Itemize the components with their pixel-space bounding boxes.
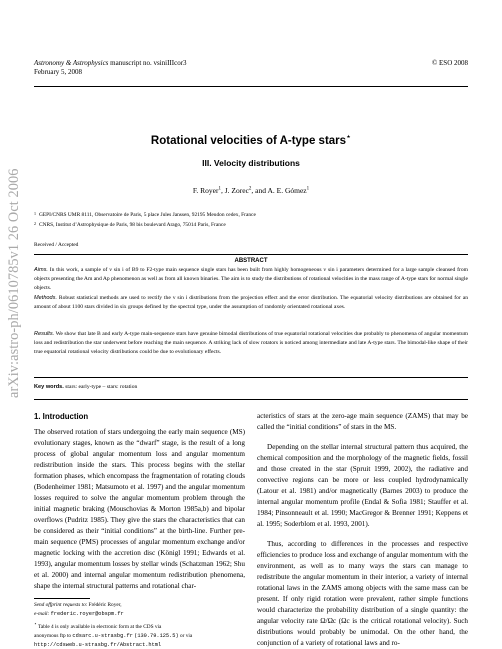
ftp-ip: (130.79.125.5) bbox=[134, 632, 179, 639]
table-note-text-1: Table 4 is only available in electronic form at the CDS via bbox=[38, 623, 162, 630]
author-sep-2: , and bbox=[251, 186, 268, 195]
abstract-methods bbox=[34, 294, 468, 312]
introduction-left-column bbox=[34, 427, 245, 592]
email-label: e-mail: bbox=[34, 611, 50, 617]
table-note-ftp bbox=[34, 632, 245, 641]
table-note-text-3: or via bbox=[179, 632, 193, 639]
arxiv-identifier: arXiv:astro-ph/0610785v1 26 Oct 2006 bbox=[6, 168, 22, 398]
results-label: Results. bbox=[34, 331, 55, 337]
received-accepted: Received / Accepted bbox=[34, 242, 79, 248]
section-heading-introduction: 1. Introduction bbox=[34, 412, 89, 421]
author-1-affil: 1 bbox=[218, 186, 222, 192]
intro-paragraph-3: Thus, according to differences in the processes and respective efficiencies to produce loss and exchange of angular momentum with the environment, as well as to many ways the stars can manage to redistribute the angular momentum in their interior, a variety of internal rotational laws in the ZAMS among objects with the same mass can be present. If only rigid rotation were prevalent, rather simple functions would characterize the probability distribution of a single quantity: the angular velocity rate Ω/Ωc (Ωc is the critical rotational velocity). Such distributions would probably be unimodal. On the other hand, the conjunction of a variety of rotational laws and ro- bbox=[257, 540, 468, 647]
abstract-heading: ABSTRACT bbox=[234, 258, 268, 264]
table-note bbox=[34, 619, 245, 632]
cds-url-link[interactable]: http://cdsweb.u-strasbg.fr/Abstract.html bbox=[34, 641, 162, 648]
offprint-name: : Frédéric Royer, bbox=[85, 602, 122, 608]
email-line bbox=[34, 610, 245, 619]
intro-paragraph-1: The observed rotation of stars undergoing the early main sequence (MS) evolutionary stages, known as the “dwarf” stage, is the result of a long process of global angular momentum loss and angular momentum redistribution inside the stars. This process begins with the stellar formation phases, which encompass the fragmentation of rotating clouds (Bodenheimer 1981; Matsumoto et al. 1997) and the angular momentum losses required to solve the angular momentum problem through the initial magnetic braking (Mouschovias & Morton 1985a,b) and bipolar overflows (Pudritz 1985). They give the stars the characteristics that can be considered as their “initial conditions” at the birth-line. Further pre-main sequence (PMS) processes of angular momentum exchange and/or magnetic locking with the accretion disc (Königl 1991; Edwards et al. 1993), angular momentum losses by stellar winds (Schatzman 1962; Shu et al. 2000) and internal angular momentum redistribution phenomena, shape the internal structural patterns and rotational char- bbox=[34, 428, 245, 590]
paper-title bbox=[34, 132, 468, 147]
affiliation-2 bbox=[34, 222, 226, 228]
abstract-aims bbox=[34, 266, 468, 293]
email-link[interactable]: frederic.royer@obspm.fr bbox=[50, 611, 124, 617]
title-star-mark: ⋆ bbox=[346, 132, 352, 141]
aims-label: Aims. bbox=[34, 267, 48, 273]
header-rule bbox=[34, 86, 468, 87]
offprint-label: Send offprint requests to bbox=[34, 602, 86, 608]
affiliation-2-text: CNRS, Institut d’Astrophysique de Paris, 98 bis boulevard Arago, 75014 Paris, France bbox=[39, 222, 226, 228]
abstract-results bbox=[34, 330, 468, 357]
introduction-right-column bbox=[257, 411, 468, 649]
affiliation-1 bbox=[34, 212, 256, 218]
keywords bbox=[34, 384, 468, 390]
keywords-label: Key words. bbox=[34, 384, 64, 390]
journal-line bbox=[34, 59, 468, 68]
author-list bbox=[34, 186, 468, 195]
author-sep-1: , bbox=[221, 186, 225, 195]
author-2: J. Zorec bbox=[224, 186, 249, 195]
author-2-affil: 2 bbox=[248, 186, 252, 192]
affiliation-1-number: 1 bbox=[34, 211, 36, 216]
keywords-text: stars: early-type – stars: rotation bbox=[65, 384, 138, 390]
methods-text: Robust statistical methods are used to rectify the v sin i distributions from the projection effect and the error distribution. The equatorial velocity distributions are obtained for an amount of about 1100 stars divided in six groups defined by the spectral type, under the assumption of randomly orientated rotational axes. bbox=[34, 295, 468, 310]
journal-name: Astronomy & Astrophysics bbox=[34, 59, 109, 67]
intro-paragraph-continued: acteristics of stars at the zero-age main sequence (ZAMS) that may be called the “initial conditions” of stars in the MS. bbox=[257, 412, 468, 431]
offprint-request bbox=[34, 601, 245, 610]
journal-header bbox=[34, 59, 468, 77]
table-note-mark: ⋆ bbox=[34, 621, 37, 626]
ftp-host-link[interactable]: cdsarc.u-strasbg.fr bbox=[72, 632, 133, 639]
table-note-url bbox=[34, 641, 245, 649]
abstract-top-rule bbox=[34, 254, 468, 255]
abstract-bottom-rule bbox=[34, 377, 468, 378]
author-3-affil: 1 bbox=[306, 186, 310, 192]
keywords-rule bbox=[34, 399, 468, 400]
results-text: We show that late B and early A-type main-sequence stars have genuine bimodal distributions of true equatorial rotational velocities due probably to phenomena of angular momentum loss and redistribution the star underwent before reaching the main sequence. A striking lack of slow rotators is noticed among intermediate and late A-type stars. The bimodal-like shape of their true equatorial rotational velocity distributions could be due to evolutionary effects. bbox=[34, 331, 468, 355]
affiliation-1-text: GEPI/CNRS UMR 8111, Observatoire de Paris, 5 place Jules Janssen, 92195 Meudon cedex, France bbox=[39, 212, 256, 218]
manuscript-number: manuscript no. vsiniIIIcor3 bbox=[110, 59, 187, 67]
paper-subtitle: III. Velocity distributions bbox=[202, 158, 300, 168]
footnote-rule bbox=[34, 598, 90, 599]
author-1: F. Royer bbox=[192, 186, 219, 195]
table-note-text-2: anonymous ftp to bbox=[34, 632, 72, 639]
footnotes bbox=[34, 601, 245, 649]
aims-text: In this work, a sample of v sin i of B9 to F2-type main sequence single stars has been built from highly homogeneous v sin i parameters determined for a large sample cleansed from objects presenting the Am and Ap phenomenon as well as from all known binaries. The aim is to study the distributions of rotational velocities in the mass range of A-type stars for normal single objects. bbox=[34, 267, 468, 291]
affiliation-2-number: 2 bbox=[34, 221, 36, 226]
header-date: February 5, 2008 bbox=[34, 68, 83, 76]
copyright: © ESO 2008 bbox=[431, 59, 468, 67]
intro-paragraph-2: Depending on the stellar internal structural pattern thus acquired, the chemical composition and the morphology of the magnetic fields, fossil and those created in the star (Spruit 1999, 2002), the radiative and convective regions can be more or less coupled hydrodynamically (Latour et al. 1981) and/or magnetically (Barnes 2003) to produce the internal angular momentum profile (Endal & Sofia 1981; Stauffer et al. 1984; Pinsonneault et al. 1990; MacGregor & Brenner 1991; Keppens et al. 1995; Soderblom et al. 1993, 2001). bbox=[257, 443, 468, 528]
author-3: A. E. Gómez bbox=[267, 186, 307, 195]
methods-label: Methods. bbox=[34, 295, 58, 301]
title-text: Rotational velocities of A-type stars bbox=[150, 134, 347, 147]
